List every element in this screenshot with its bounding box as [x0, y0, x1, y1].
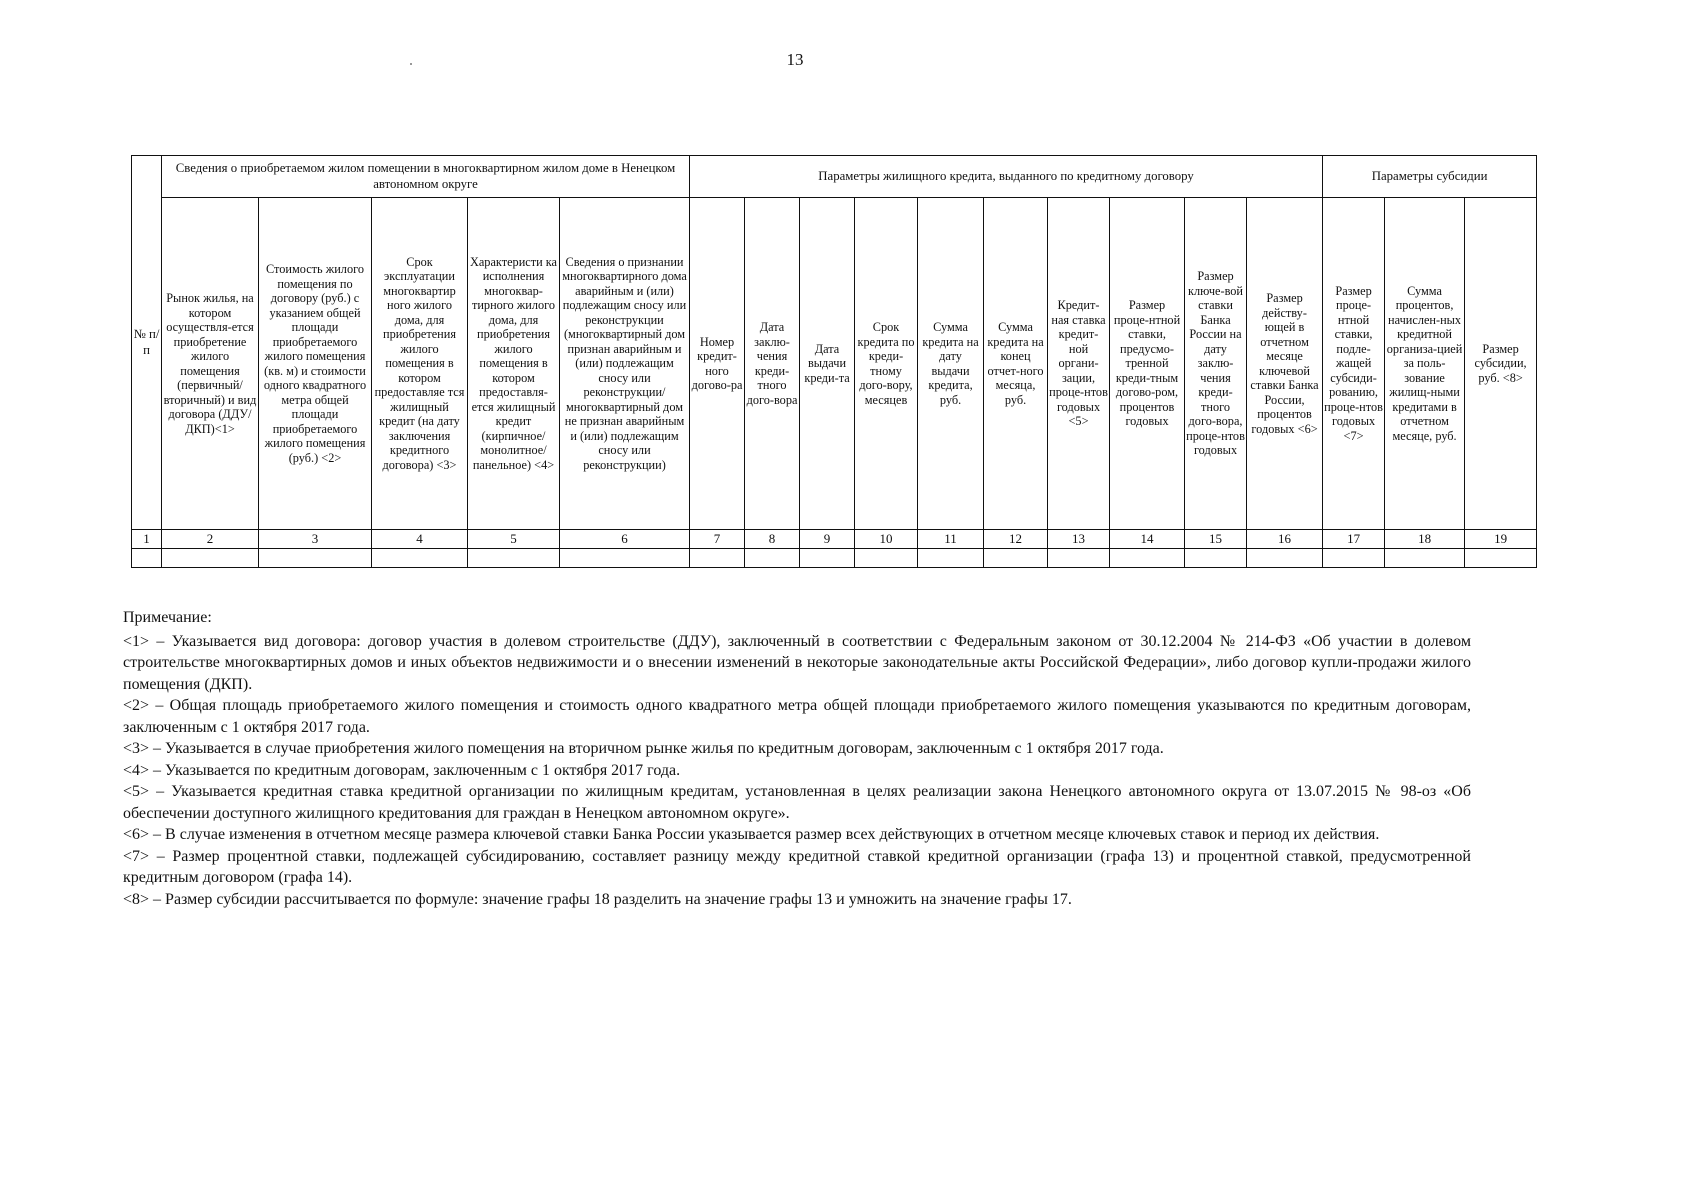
column-number: 11 — [918, 530, 984, 549]
column-number: 1 — [132, 530, 162, 549]
notes-title: Примечание: — [123, 609, 212, 626]
empty-cell — [1247, 549, 1323, 568]
note-1: <1> – Указывается вид договора: договор участия в долевом строительстве (ДДУ), заключенный в соответствии с Федеральным законом от 30.12.2004 № 214-ФЗ «Об участии в долевом строительстве многоквартирных домов и иных объектов недвижимости и о внесении изменений в некоторые законодательные акты Российской Федерации», либо договор купли-продажи жилого помещения (ДКП). — [123, 632, 1471, 693]
column-number: 15 — [1185, 530, 1247, 549]
column-number: 14 — [1110, 530, 1185, 549]
column-number: 7 — [690, 530, 745, 549]
col-header-18: Сумма процентов, начислен-ных кредитной организа-цией за поль-зование жилищ-ными кредитами в отчетном месяце, руб. — [1385, 198, 1465, 530]
column-number: 4 — [372, 530, 468, 549]
column-number-row — [132, 530, 1537, 549]
notes-section — [123, 607, 1471, 910]
note-4: <4> – Указывается по кредитным договорам, заключенным с 1 октября 2017 года. — [123, 761, 681, 779]
empty-cell — [162, 549, 259, 568]
col-header-10: Срок кредита по креди-тному дого-вору, месяцев — [855, 198, 918, 530]
col-header-12: Сумма кредита на конец отчет-ного месяца, руб. — [984, 198, 1048, 530]
col-header-6: Сведения о признании многоквартирного дома аварийным и (или) подлежащим сносу или реконструкции (многоквартирный дом признан аварийным и (или) подлежащим сносу или реконструкции/ многоквартирный дом не признан аварийным и (или) подлежащим сносу или реконструкции) — [560, 198, 690, 530]
col-header-17: Размер проце-нтной ставки, подле-жащей субсиди-рованию, проце-нтов годовых <7> — [1323, 198, 1385, 530]
empty-cell — [855, 549, 918, 568]
report-table — [131, 155, 1537, 568]
column-number: 6 — [560, 530, 690, 549]
col-header-14: Размер проце-нтной ставки, предусмо-тренной креди-тным догово-ром, процентов годовых — [1110, 198, 1185, 530]
column-number: 19 — [1465, 530, 1537, 549]
scan-speck — [410, 63, 412, 65]
col-header-7: Номер кредит-ного догово-ра — [690, 198, 745, 530]
col-header-3: Стоимость жилого помещения по договору (руб.) с указанием общей площади приобретаемого жилого помещения (кв. м) и стоимости одного квадратного метра общей площади приобретаемого жилого помещения (руб.) <2> — [259, 198, 372, 530]
column-number: 8 — [745, 530, 800, 549]
col-header-11: Сумма кредита на дату выдачи кредита, руб. — [918, 198, 984, 530]
column-number: 3 — [259, 530, 372, 549]
col-header-13: Кредит-ная ставка кредит-ной органи-зации, проце-нтов годовых <5> — [1048, 198, 1110, 530]
note-5: <5> – Указывается кредитная ставка кредитной организации по жилищным кредитам, установленная в целях реализации закона Ненецкого автономного округа от 13.07.2015 № 98-оз «Об обеспечении доступного жилищного кредитования для граждан в Ненецком автономном округе». — [123, 783, 1471, 822]
col-header-5: Характеристи ка исполнения многоквар-тирного жилого дома, для приобретения жилого помещения в котором предоставля-ется жилищный кредит (кирпичное/ монолитное/ панельное) <4> — [468, 198, 560, 530]
empty-cell — [1048, 549, 1110, 568]
page-number: 13 — [786, 50, 804, 69]
column-number: 10 — [855, 530, 918, 549]
empty-cell — [259, 549, 372, 568]
column-number: 5 — [468, 530, 560, 549]
empty-cell — [132, 549, 162, 568]
column-number: 18 — [1385, 530, 1465, 549]
empty-cell — [372, 549, 468, 568]
group-header-subsidy: Параметры субсидии — [1323, 156, 1537, 198]
empty-cell — [745, 549, 800, 568]
column-number: 12 — [984, 530, 1048, 549]
col-header-16: Размер действу-ющей в отчетном месяце ключевой ставки Банка России, процентов годовых <6> — [1247, 198, 1323, 530]
empty-cell — [1465, 549, 1537, 568]
col-header-8: Дата заклю-чения креди-тного дого-вора — [745, 198, 800, 530]
column-number: 2 — [162, 530, 259, 549]
col-header-15: Размер ключе-вой ставки Банка России на дату заклю-чения креди-тного дого-вора, проце-нтов годовых — [1185, 198, 1247, 530]
column-number: 17 — [1323, 530, 1385, 549]
note-3: <3> – Указывается в случае приобретения жилого помещения на вторичном рынке жилья по кредитным договорам, заключенным с 1 октября 2017 года. — [123, 740, 1164, 757]
col-header-9: Дата выдачи креди-та — [800, 198, 855, 530]
col-header-1: № п/п — [132, 156, 162, 530]
empty-cell — [1323, 549, 1385, 568]
col-header-2: Рынок жилья, на котором осуществля-ется приобретение жилого помещения (первичный/ вторичный) и вид договора (ДДУ/ ДКП)<1> — [162, 198, 259, 530]
empty-cell — [468, 549, 560, 568]
group-header-housing: Сведения о приобретаемом жилом помещении в многоквартирном жилом доме в Ненецком автономном округе — [162, 156, 690, 198]
column-number: 9 — [800, 530, 855, 549]
empty-cell — [1385, 549, 1465, 568]
empty-cell — [1185, 549, 1247, 568]
empty-cell — [800, 549, 855, 568]
empty-cell — [560, 549, 690, 568]
column-number: 16 — [1247, 530, 1323, 549]
empty-cell — [984, 549, 1048, 568]
note-6: <6> – В случае изменения в отчетном месяце размера ключевой ставки Банка России указывается размер всех действующих в отчетном месяце ключевых ставок и период их действия. — [123, 826, 1380, 843]
empty-cell — [918, 549, 984, 568]
note-7: <7> – Размер процентной ставки, подлежащей субсидированию, составляет разницу между кредитной ставкой кредитной организации (графа 13) и процентной ставкой, предусмотренной кредитным договором (графа 14). — [123, 847, 1471, 886]
note-2: <2> – Общая площадь приобретаемого жилого помещения и стоимость одного квадратного метра общей площади приобретаемого жилого помещения указываются по кредитным договорам, заключенным с 1 октября 2017 года. — [123, 697, 1471, 736]
col-header-4: Срок эксплуатации многоквартир ного жилого дома, для приобретения жилого помещения в котором предоставляе тся жилищный кредит (на дату заключения кредитного договора) <3> — [372, 198, 468, 530]
empty-cell — [690, 549, 745, 568]
group-header-credit: Параметры жилищного кредита, выданного по кредитному договору — [690, 156, 1323, 198]
col-header-19: Размер субсидии, руб. <8> — [1465, 198, 1537, 530]
column-number: 13 — [1048, 530, 1110, 549]
note-8: <8> – Размер субсидии рассчитывается по формуле: значение графы 18 разделить на значение графы 13 и умножить на значение графы 17. — [123, 890, 1072, 908]
empty-cell — [1110, 549, 1185, 568]
blank-data-row — [132, 549, 1537, 568]
